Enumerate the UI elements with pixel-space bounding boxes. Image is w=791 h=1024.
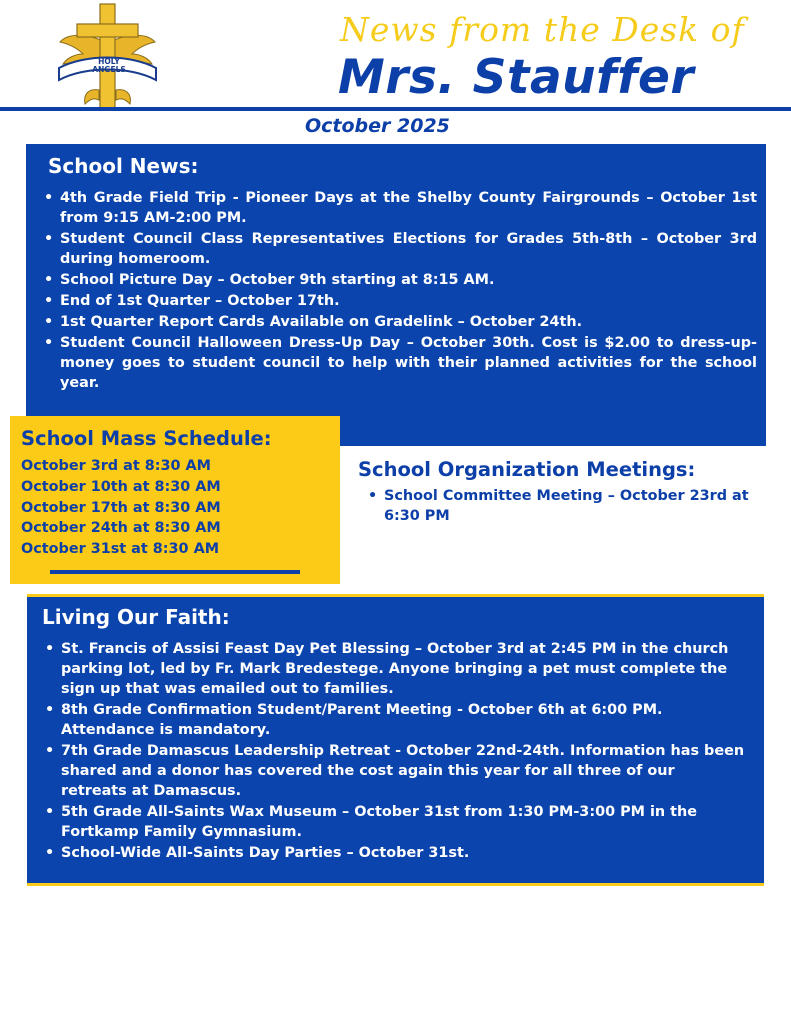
logo-banner-text: HOLY ANGELS <box>92 57 126 74</box>
school-news-list <box>44 188 757 394</box>
list-item: • 4th Grade Field Trip - Pioneer Days at the Shelby County Fairgrounds – October 1st from 9:15 AM-2:00 PM. <box>44 188 757 228</box>
page-title: Mrs. Stauffer <box>338 50 695 105</box>
holy-angels-logo <box>55 2 160 112</box>
list-item: October 24th at 8:30 AM <box>21 520 221 537</box>
list-item: • 7th Grade Damascus Leadership Retreat - October 22nd-24th. Information has been shared and a donor has covered the cost again this year for all three of our retreats at Damascus. <box>45 741 745 801</box>
script-title: News from the Desk of <box>340 10 745 49</box>
list-item: • School Picture Day – October 9th starting at 8:15 AM. <box>44 270 757 290</box>
school-news-section <box>26 144 766 446</box>
list-item: • School Committee Meeting – October 23rd at 6:30 PM <box>368 486 763 526</box>
organization-meetings-list <box>368 486 763 526</box>
list-item: October 31st at 8:30 AM <box>21 541 220 558</box>
issue-month: October 2025 <box>305 115 450 137</box>
list-item: • 5th Grade All-Saints Wax Museum – October 31st from 1:30 PM-3:00 PM in the Fortkamp Family Gymnasium. <box>45 802 745 842</box>
list-item: October 10th at 8:30 AM <box>21 478 221 495</box>
list-item: • Student Council Class Representatives Elections for Grades 5th-8th – October 3rd during homeroom. <box>44 229 757 269</box>
mass-schedule-divider <box>50 570 300 574</box>
living-faith-list <box>45 639 745 864</box>
list-item: • 8th Grade Confirmation Student/Parent Meeting - October 6th at 6:00 PM. Attendance is mandatory. <box>45 700 745 740</box>
list-item: • Student Council Halloween Dress-Up Day – October 30th. Cost is $2.00 to dress-up- money goes to student council to help with their planned activities for the school year. <box>44 333 757 393</box>
list-item: October 17th at 8:30 AM <box>21 499 221 516</box>
school-news-heading: School News: <box>48 154 199 178</box>
organization-meetings-heading: School Organization Meetings: <box>358 458 696 481</box>
living-faith-section <box>27 594 764 886</box>
list-item: • St. Francis of Assisi Feast Day Pet Blessing – October 3rd at 2:45 PM in the church parking lot, led by Fr. Mark Bredestege. Anyone bringing a pet must complete the sign up that was emailed out to families. <box>45 639 745 699</box>
list-item: • End of 1st Quarter – October 17th. <box>44 291 757 311</box>
living-faith-heading: Living Our Faith: <box>42 605 230 629</box>
mass-schedule-section <box>10 416 340 584</box>
list-item: October 3rd at 8:30 AM <box>21 458 211 474</box>
list-item: • School-Wide All-Saints Day Parties – October 31st. <box>45 843 745 863</box>
list-item: • 1st Quarter Report Cards Available on Gradelink – October 24th. <box>44 312 757 332</box>
mass-schedule-heading: School Mass Schedule: <box>21 427 272 450</box>
header-divider <box>0 107 791 111</box>
mass-schedule-list <box>21 456 221 560</box>
